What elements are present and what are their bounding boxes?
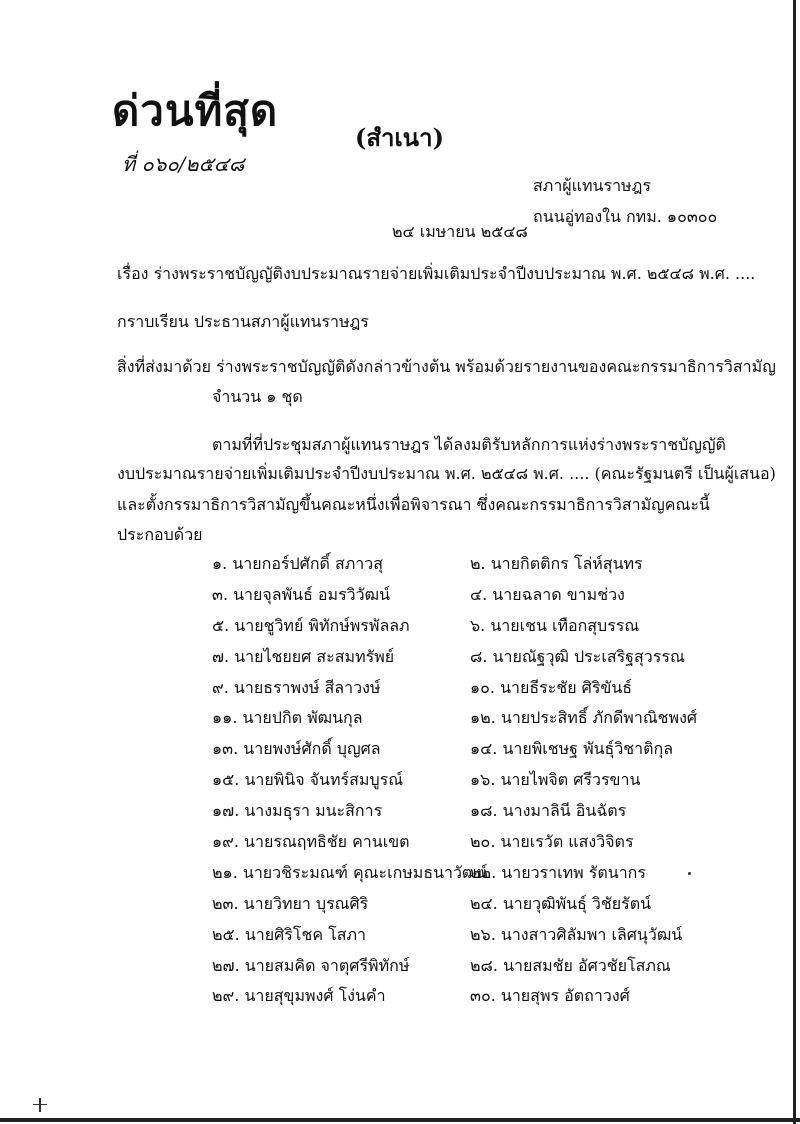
member-row [0, 552, 800, 583]
member-name: ๓๐. นายสุพร อัตถาวงศ์ [470, 986, 630, 1006]
member-name: ๒๑. นายวชิระมณฑ์ คุณะเกษมธนาวัฒน์ [212, 862, 488, 882]
member-row [0, 984, 800, 1015]
member-name: ๗. นายไชยยศ สะสมทรัพย์ [212, 646, 395, 666]
scan-mark [33, 1104, 47, 1105]
body-paragraph-line: ตามที่ที่ประชุมสภาผู้แทนราษฎร ได้ลงมติรับหลักการแห่งร่างพระราชบัญญัติ [212, 435, 726, 454]
member-row [0, 861, 800, 892]
member-name: ๒๐. นายเรวัต แสงวิจิตร [470, 832, 634, 852]
body-paragraph-line: ประกอบด้วย [117, 525, 203, 544]
member-row [0, 923, 800, 954]
member-name: ๑๑. นายปกิต พัฒนกุล [212, 708, 363, 728]
member-name: ๑๒. นายประสิทธิ์ ภักดีพาณิชพงศ์ [470, 708, 698, 728]
reference-number: ที่ ๐๖๐/๒๕๔๘ [122, 152, 245, 176]
member-name: ๖. นายเชน เทือกสุบรรณ [470, 615, 640, 635]
committee-member-list [0, 552, 800, 1015]
member-name: ๒๕. นายศิริโชค โสภา [212, 924, 367, 944]
organization-address: ถนนอู่ทองใน กทม. ๑๐๓๐๐ [533, 207, 718, 226]
salutation-line: กราบเรียน ประธานสภาผู้แทนราษฎร [117, 312, 369, 331]
member-name: ๒๘. นายสมชัย อัศวชัยโสภณ [470, 955, 671, 975]
member-name: ๙. นายธราพงษ์ สีลาวงษ์ [212, 677, 381, 697]
member-name: ๑. นายกอร์ปศักดิ์ สภาวสุ [212, 554, 384, 573]
member-name: ๔. นายฉลาด ขามช่วง [470, 584, 625, 604]
organization-name: สภาผู้แทนราษฎร [533, 176, 651, 195]
subject-line: เรื่อง ร่างพระราชบัญญัติงบประมาณรายจ่ายเพิ่มเติมประจำปีงบประมาณ พ.ศ. ๒๕๔๘ พ.ศ. .... [117, 264, 756, 283]
member-row [0, 737, 800, 768]
member-name: ๒๙. นายสุขุมพงศ์ โง่นคำ [212, 986, 386, 1006]
member-row [0, 830, 800, 861]
member-name: ๒. นายกิตติกร โล่ห์สุนทร [470, 554, 643, 573]
member-name: ๑๓. นายพงษ์ศักดิ์ บุญศล [212, 739, 381, 759]
member-row [0, 799, 800, 830]
member-row [0, 676, 800, 707]
scan-speck [688, 872, 691, 875]
enclosure-line: สิ่งที่ส่งมาด้วย ร่างพระราชบัญญัติดังกล่าวข้างต้น พร้อมด้วยรายงานของคณะกรรมาธิการวิสามัญ [117, 357, 776, 376]
member-name: ๑๔. นายพิเชษฐ พันธุ์วิชาติกุล [470, 739, 674, 759]
document-date: ๒๔ เมษายน ๒๕๔๘ [392, 222, 528, 241]
member-name: ๕. นายชูวิทย์ พิทักษ์พรพัลลภ [212, 615, 410, 635]
member-row [0, 954, 800, 985]
member-name: ๑๙. นายรณฤทธิชัย คานเขต [212, 832, 410, 852]
page-edge-bottom [0, 1118, 800, 1122]
urgent-stamp: ด่วนที่สุด [112, 86, 279, 135]
member-name: ๒๒. นายวราเทพ รัตนากร [470, 862, 646, 882]
member-row [0, 706, 800, 737]
member-row [0, 614, 800, 645]
member-name: ๒๗. นายสมคิด จาตุศรีพิทักษ์ [212, 955, 410, 975]
member-name: ๑๖. นายไพจิต ศรีวรขาน [470, 770, 641, 790]
member-name: ๒๖. นางสาวศิลัมพา เลิศนุวัฒน์ [470, 924, 683, 944]
member-name: ๓. นายจุลพันธ์ อมรวิวัฒน์ [212, 584, 391, 604]
member-row [0, 892, 800, 923]
member-name: ๒๓. นายวิทยา บุรณศิริ [212, 893, 369, 913]
member-name: ๑๗. นางมธุรา มนะสิการ [212, 801, 383, 821]
member-name: ๒๔. นายวุฒิพันธุ์ วิชัยรัตน์ [470, 893, 652, 913]
member-row [0, 768, 800, 799]
member-name: ๘. นายณัฐวุฒิ ประเสริฐสุวรรณ [470, 646, 685, 666]
scan-mark [39, 1098, 41, 1112]
member-row [0, 645, 800, 676]
body-paragraph-line: งบประมาณรายจ่ายเพิ่มเติมประจำปีงบประมาณ พ.ศ. ๒๕๔๘ พ.ศ. .... (คณะรัฐมนตรี เป็นผู้เสนอ) [117, 464, 776, 483]
body-paragraph-line: และตั้งกรรมาธิการวิสามัญขึ้นคณะหนึ่งเพื่อพิจารณา ซึ่งคณะกรรมาธิการวิสามัญคณะนี้ [117, 495, 710, 514]
copy-mark: (สำเนา) [355, 123, 444, 152]
member-name: ๑๕. นายพินิจ จันทร์สมบูรณ์ [212, 770, 404, 790]
member-row [0, 583, 800, 614]
enclosure-count: จำนวน ๑ ชุด [212, 387, 303, 406]
member-name: ๑๘. นางมาลินี อินฉัตร [470, 801, 627, 821]
member-name: ๑๐. นายธีระชัย ศิริขันธ์ [470, 677, 633, 697]
